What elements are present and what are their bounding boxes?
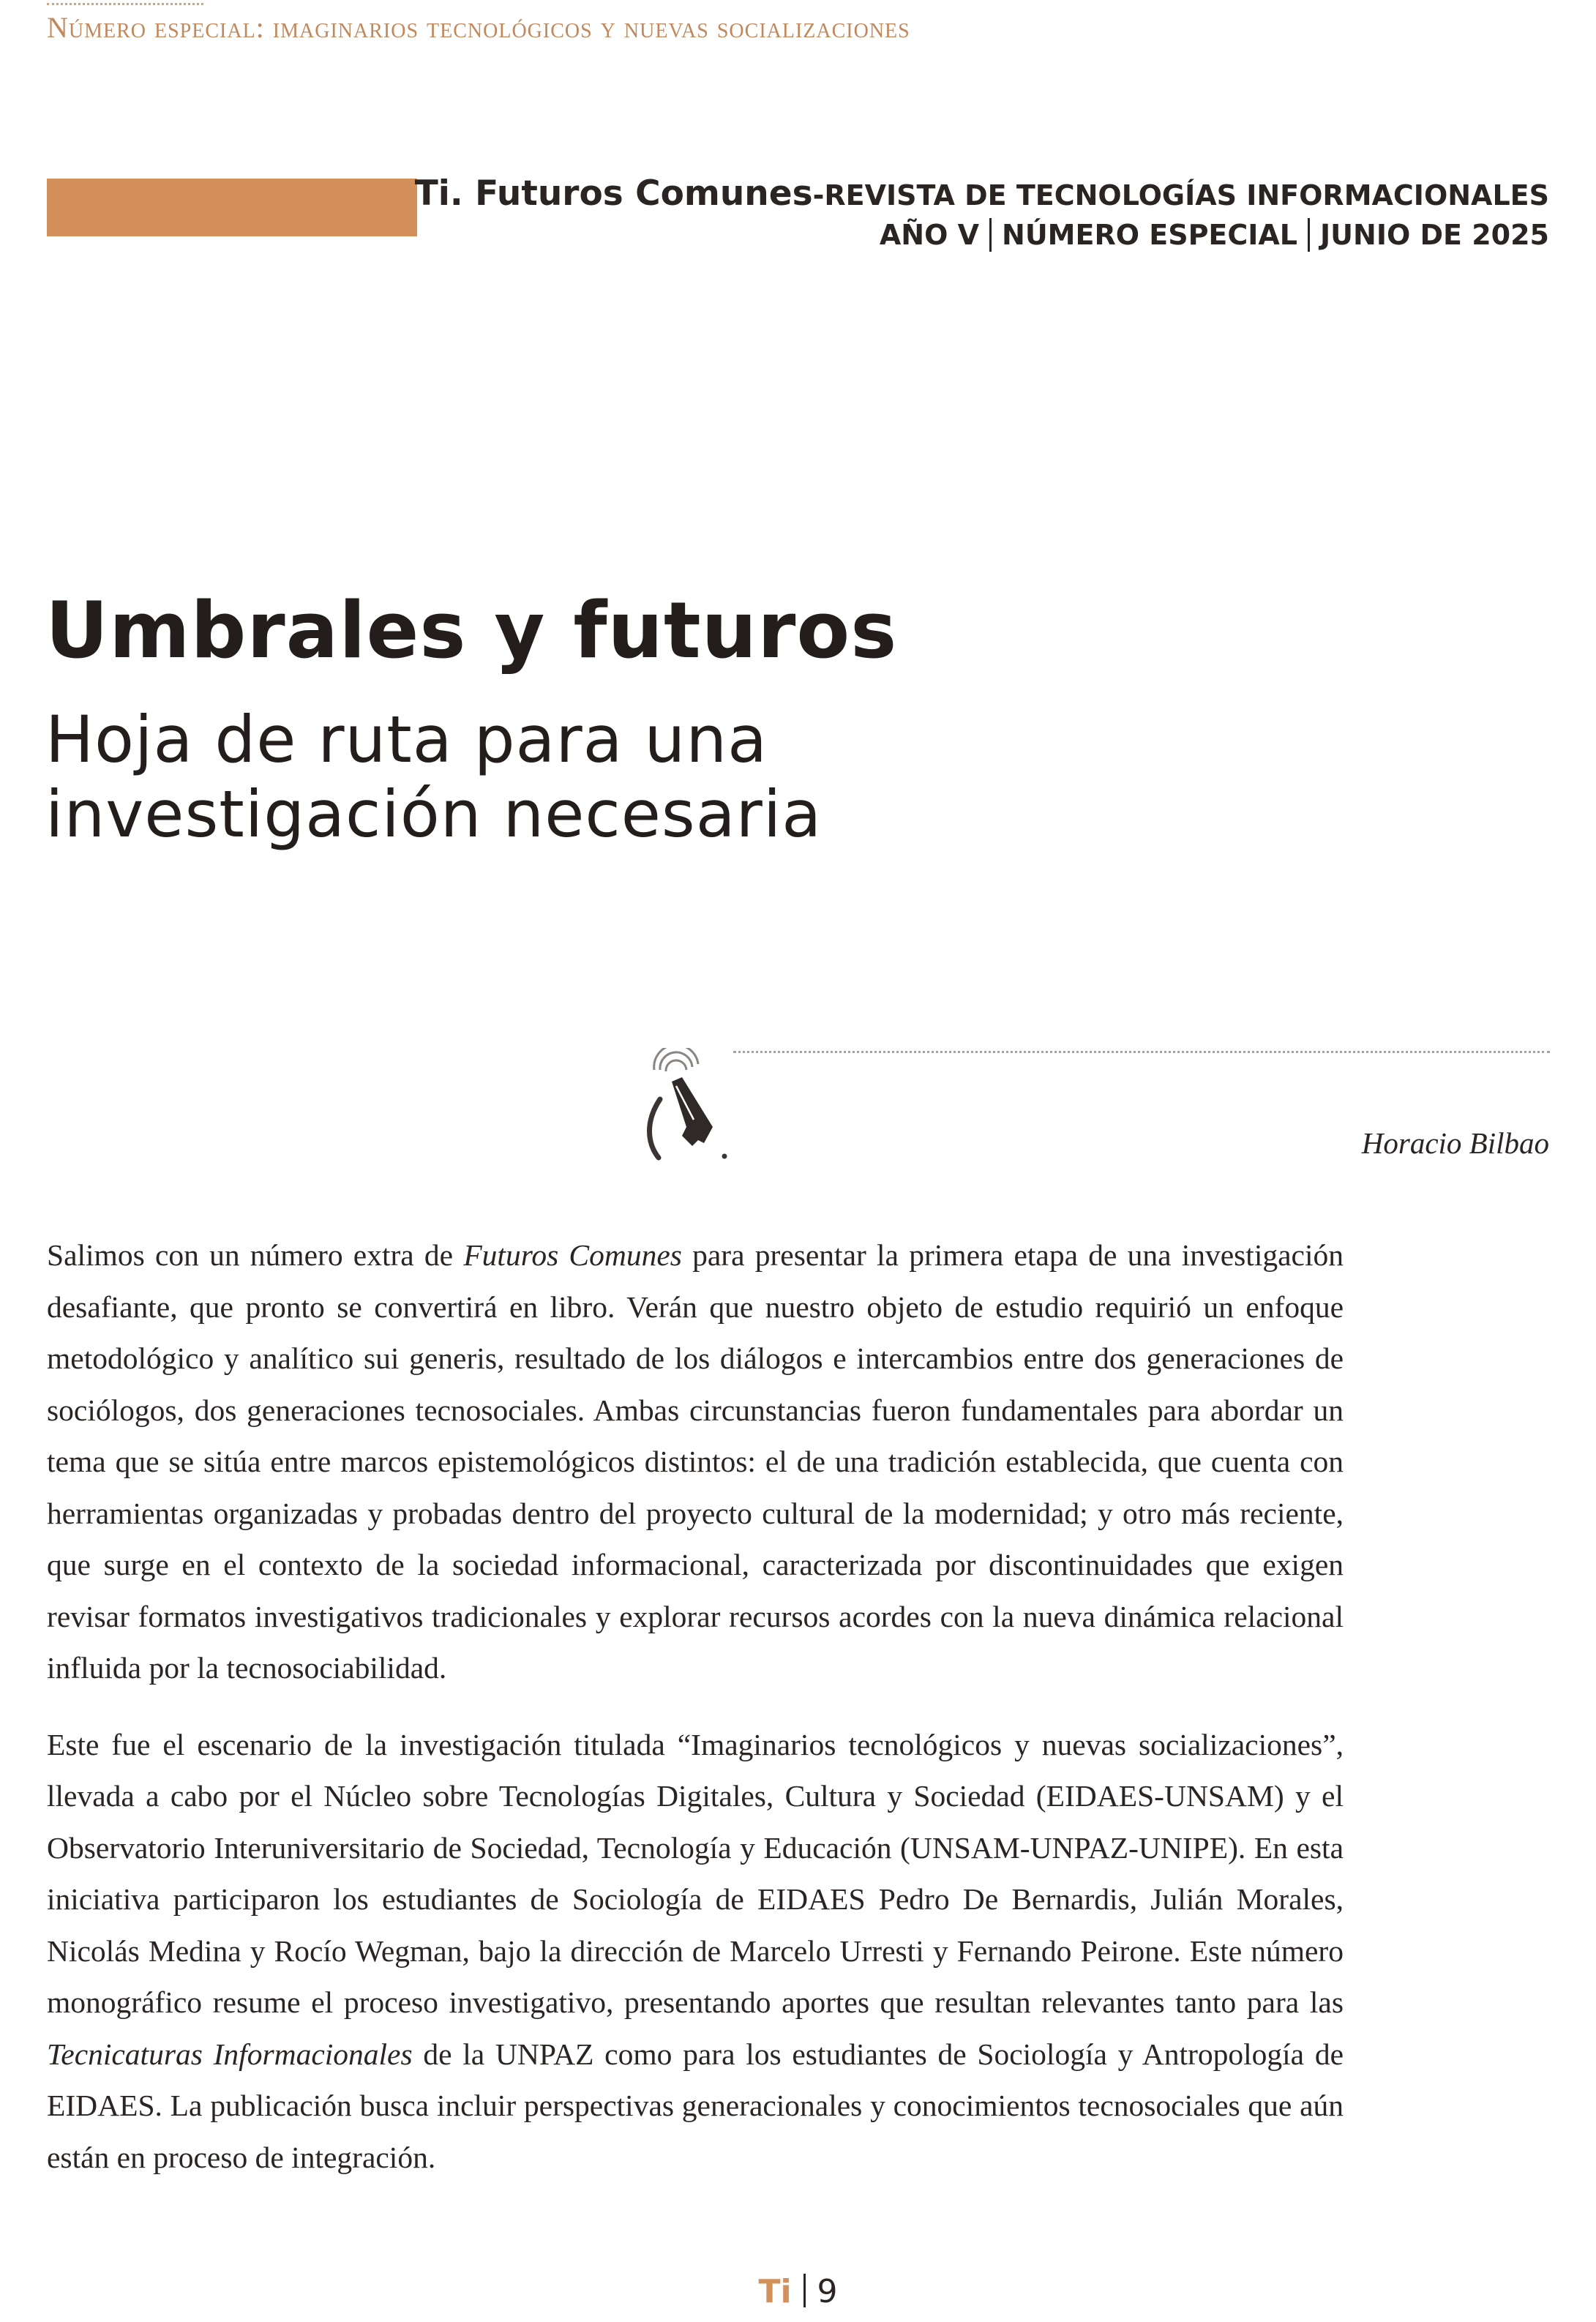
accent-bar	[47, 179, 417, 236]
body-paragraph	[47, 1229, 1344, 1694]
separator	[989, 218, 992, 252]
running-head: Número especial: imaginarios tecnológicos y nuevas socializaciones	[47, 11, 910, 44]
journal-title-line	[415, 174, 1549, 215]
body-paragraph	[47, 1719, 1344, 2184]
text-run: Salimos con un número extra de	[47, 1238, 464, 1272]
journal-subtitle: -REVISTA DE TECNOLOGÍAS INFORMACIONALES	[812, 179, 1549, 211]
article-title: Umbrales y futuros	[45, 585, 898, 675]
page-footer	[0, 2273, 1596, 2310]
article-body	[47, 1229, 1344, 2208]
author-rule	[733, 1051, 1550, 1053]
text-run: de la UNPAZ como para los estudiantes de Sociología y Antropología de EIDAES. La publicación busca incluir perspectivas generacionales y conocimientos tecnosociales que aún están en proceso de integración.	[47, 2037, 1344, 2174]
text-run: para presentar la primera etapa de una investigación desafiante, que pronto se convertirá en libro. Verán que nuestro objeto de estudio requirió un enfoque metodológico y analítico sui generis, resultado de los diálogos e intercambios entre dos generaciones de sociólogos, dos generaciones tecnosociales. Ambas circunstancias fueron fundamentales para abordar un tema que se sitúa entre marcos epistemológicos distintos: el de una tradición establecida, que cuenta con herramientas organizadas y probadas dentro del proyecto cultural de la modernidad; y otro más reciente, que surge en el contexto de la sociedad informacional, caracterizada por discontinuidades que exigen revisar formatos investigativos tradicionales y explorar recursos acordes con la nueva dinámica relacional influida por la tecnosociabilidad.	[47, 1238, 1344, 1685]
journal-date: JUNIO DE 2025	[1320, 219, 1549, 251]
article-author: Horacio Bilbao	[1361, 1126, 1549, 1160]
italic-run: Tecnicaturas Informacionales	[47, 2037, 413, 2071]
article-subtitle: Hoja de ruta para una investigación necesaria	[45, 702, 823, 852]
journal-issue-line	[415, 215, 1549, 255]
italic-run: Futuros Comunes	[463, 1238, 682, 1272]
journal-year: AÑO V	[879, 219, 980, 251]
journal-name: Ti. Futuros Comunes	[414, 173, 813, 214]
page-number: 9	[817, 2273, 838, 2310]
separator	[1308, 218, 1310, 252]
text-run: Este fue el escenario de la investigación titulada “Imaginarios tecnológicos y nuevas socializaciones”, llevada a cabo por el Núcleo sobre Tecnologías Digitales, Cultura y Sociedad (EIDAES-UNSAM) y el Observatorio Interuniversitario de Sociedad, Tecnología y Educación (UNSAM-UNPAZ-UNIPE). En esta iniciativa participaron los estudiantes de Sociología de EIDAES Pedro De Bernardis, Julián Morales, Nicolás Medina y Rocío Wegman, bajo la dirección de Marcelo Urresti y Fernando Peirone. Este número monográfico resume el proceso investigativo, presentando aportes que resultan relevantes tanto para las	[47, 1727, 1344, 2019]
running-head-rule	[47, 3, 203, 5]
fountain-pen-nib-icon	[631, 1048, 741, 1165]
footer-logo: Ti	[758, 2273, 792, 2310]
journal-issue: NÚMERO ESPECIAL	[1002, 219, 1298, 251]
separator	[803, 2274, 806, 2307]
journal-header	[415, 174, 1549, 255]
